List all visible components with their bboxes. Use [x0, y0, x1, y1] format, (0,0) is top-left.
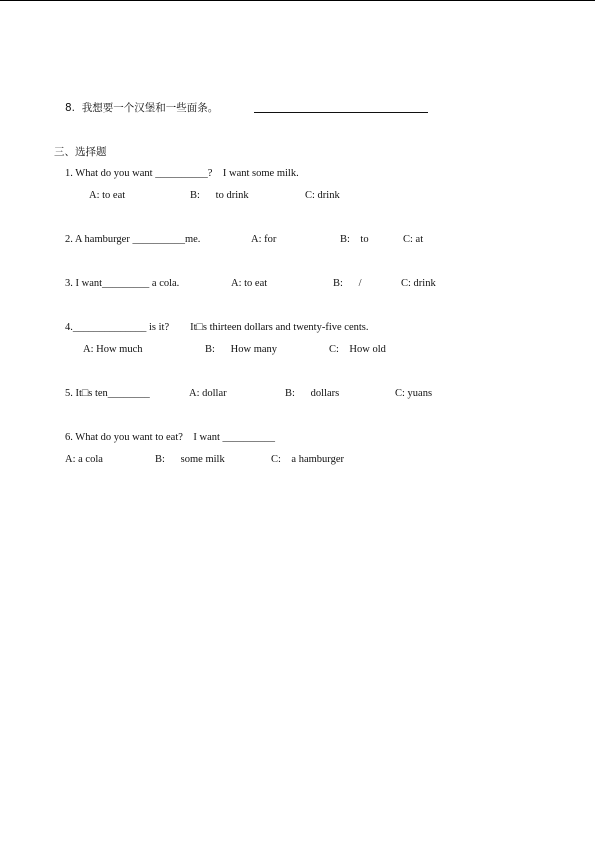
question-5-prompt: 5. It□s ten________ [65, 388, 150, 399]
question-1-prompt: 1. What do you want __________? I want some milk. [65, 168, 299, 179]
question-6-option-c: C: a hamburger [271, 454, 344, 465]
question-2-option-c: C: at [403, 234, 424, 245]
question-8-text: 8. 我想要一个汉堡和一些面条。 [65, 102, 219, 114]
question-3-option-c: C: drink [401, 278, 436, 289]
question-4-option-c: C: How old [329, 344, 386, 355]
question-5-option-c: C: yuans [395, 388, 433, 399]
question-6-option-a: A: a cola [65, 454, 103, 465]
question-6-option-b: B: some milk [155, 454, 225, 465]
question-1-option-c: C: drink [305, 190, 340, 201]
question-6-prompt: 6. What do you want to eat? I want __________ [65, 432, 276, 443]
section-3-title: 三、选择题 [54, 146, 107, 158]
question-1-option-a: A: to eat [89, 190, 126, 201]
question-3-option-a: A: to eat [231, 278, 268, 289]
question-2-option-b: B: to [340, 234, 369, 245]
question-3-prompt: 3. I want_________ a cola. [65, 278, 180, 289]
question-2-option-a: A: for [251, 234, 277, 245]
question-8-answer-line [254, 112, 428, 113]
question-4-option-b: B: How many [205, 344, 278, 355]
question-1-option-b: B: to drink [190, 190, 249, 201]
page-top-border [0, 0, 595, 1]
question-3-option-b: B: / [333, 278, 362, 289]
question-5-option-a: A: dollar [189, 388, 227, 399]
question-4-option-a: A: How much [83, 344, 143, 355]
question-2-prompt: 2. A hamburger __________me. [65, 234, 201, 245]
question-4-prompt: 4.______________ is it? It□s thirteen dollars and twenty-five cents. [65, 322, 369, 333]
question-5-option-b: B: dollars [285, 388, 340, 399]
